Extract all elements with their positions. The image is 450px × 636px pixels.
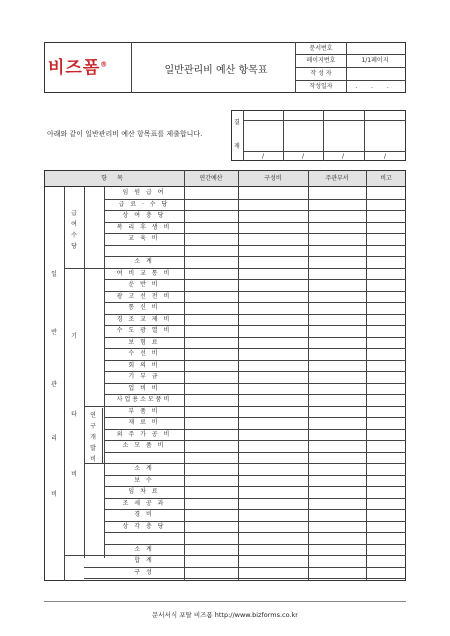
table-row-label: 수 도 광 열 비 bbox=[116, 327, 172, 334]
main-category-char: 리 bbox=[51, 435, 57, 442]
table-row-label: 복 리 후 생 비 bbox=[116, 223, 172, 231]
table-row-label: 임 원 급 여 bbox=[122, 189, 166, 196]
table-row-label: 수 선 비 bbox=[128, 350, 160, 357]
meta-label-author: 작 성 자 bbox=[310, 70, 332, 77]
table-row-label: 보 험 료 bbox=[128, 338, 160, 346]
other-group-char: 비 bbox=[71, 471, 77, 478]
rnd-group-char: 발 bbox=[90, 445, 96, 452]
table-row-label: 합 계 bbox=[134, 557, 154, 564]
approval-label-top: 결 bbox=[234, 119, 240, 126]
table-row-label: 소 모 품 비 bbox=[122, 442, 166, 449]
approval-slash: / bbox=[384, 153, 387, 160]
other-group-char: 기 bbox=[71, 333, 77, 340]
table-row-label: 소 계 bbox=[134, 545, 154, 553]
table-row-label: 상 여 충 당 bbox=[122, 212, 166, 219]
table-row-label: 운 반 비 bbox=[128, 281, 160, 288]
table-row-label: 소 계 bbox=[134, 465, 154, 472]
approval-slash: / bbox=[262, 153, 265, 160]
meta-value-page-number[interactable]: 1/1페이지 bbox=[361, 57, 389, 64]
footer-rule bbox=[44, 601, 406, 602]
salary-group-char: 당 bbox=[71, 243, 77, 250]
meta-label-page-number: 페이지번호 bbox=[306, 57, 336, 64]
table-row-label: 교 육 비 bbox=[128, 235, 160, 242]
main-category-char: 일 bbox=[51, 271, 57, 278]
table-row-label: 경 비 bbox=[134, 511, 154, 518]
rnd-group-char: 비 bbox=[90, 456, 96, 463]
salary-group-char: 수 bbox=[71, 232, 77, 239]
table-row-label: 재 료 비 bbox=[128, 419, 160, 426]
rnd-group-char: 개 bbox=[90, 434, 96, 441]
table-row-label: 기 부 금 bbox=[128, 373, 160, 380]
approval-slash: / bbox=[302, 153, 305, 160]
header-annual-budget: 연간예산 bbox=[199, 175, 223, 182]
table-row-label: 급 료 · 수 당 bbox=[118, 200, 170, 208]
salary-group-char: 급 bbox=[71, 210, 77, 217]
budget-table bbox=[44, 170, 406, 581]
table-row-label: 소 계 bbox=[134, 258, 154, 265]
header-ratio: 구성비 bbox=[264, 175, 282, 182]
main-category-char: 비 bbox=[51, 491, 57, 498]
document-title: 일반관리비 예산 항목표 bbox=[164, 65, 268, 76]
table-row-label: 사업용소모품비 bbox=[116, 396, 172, 403]
approval-slash: / bbox=[342, 153, 345, 160]
rnd-group-char: 구 bbox=[90, 423, 96, 430]
table-row-label: 통 신 비 bbox=[128, 304, 160, 311]
meta-value-date[interactable]: . . . bbox=[355, 83, 395, 90]
company-logo: 비즈폼® bbox=[48, 58, 109, 78]
main-category-char: 관 bbox=[51, 381, 57, 388]
header-item: 항 목 bbox=[101, 175, 127, 182]
rnd-group-char: 연 bbox=[90, 412, 96, 419]
table-row-label: 임 차 료 bbox=[128, 488, 160, 495]
meta-label-date: 작성일자 bbox=[309, 83, 333, 90]
table-row-label: 회 의 비 bbox=[128, 361, 160, 369]
meta-label-doc-number: 문서번호 bbox=[309, 45, 333, 52]
table-row-label: 부 품 비 bbox=[128, 407, 160, 415]
other-group-char: 타 bbox=[71, 411, 77, 418]
header-note: 비고 bbox=[380, 175, 392, 182]
table-row-label: 상 각 충 당 bbox=[122, 522, 166, 530]
header-dept: 주관부서 bbox=[325, 175, 349, 182]
salary-group-char: 여 bbox=[71, 221, 77, 228]
table-row-label: 외 주 가 공 비 bbox=[116, 430, 172, 438]
table-row-label: 여 비 교 통 비 bbox=[116, 269, 172, 277]
table-row-label: 조 세 공 과 bbox=[122, 499, 166, 507]
approval-label-bottom: 재 bbox=[234, 143, 240, 150]
table-row-label: 구 성 bbox=[134, 568, 154, 576]
table-row-label: 보 수 bbox=[134, 476, 154, 484]
approval-box bbox=[231, 110, 406, 161]
intro-text: 아래와 같이 일반관리비 예산 항목표를 제출합니다. bbox=[47, 130, 203, 138]
footer-text: 문서서식 포탈 비즈폼 http://www.bizforms.co.kr bbox=[152, 611, 298, 619]
table-row-label: 업 비 비 bbox=[128, 384, 160, 392]
table-row-label: 경 조 교 제 비 bbox=[116, 315, 172, 323]
main-category-char: 반 bbox=[51, 329, 57, 336]
table-row-label: 광 고 선 전 비 bbox=[116, 292, 172, 300]
